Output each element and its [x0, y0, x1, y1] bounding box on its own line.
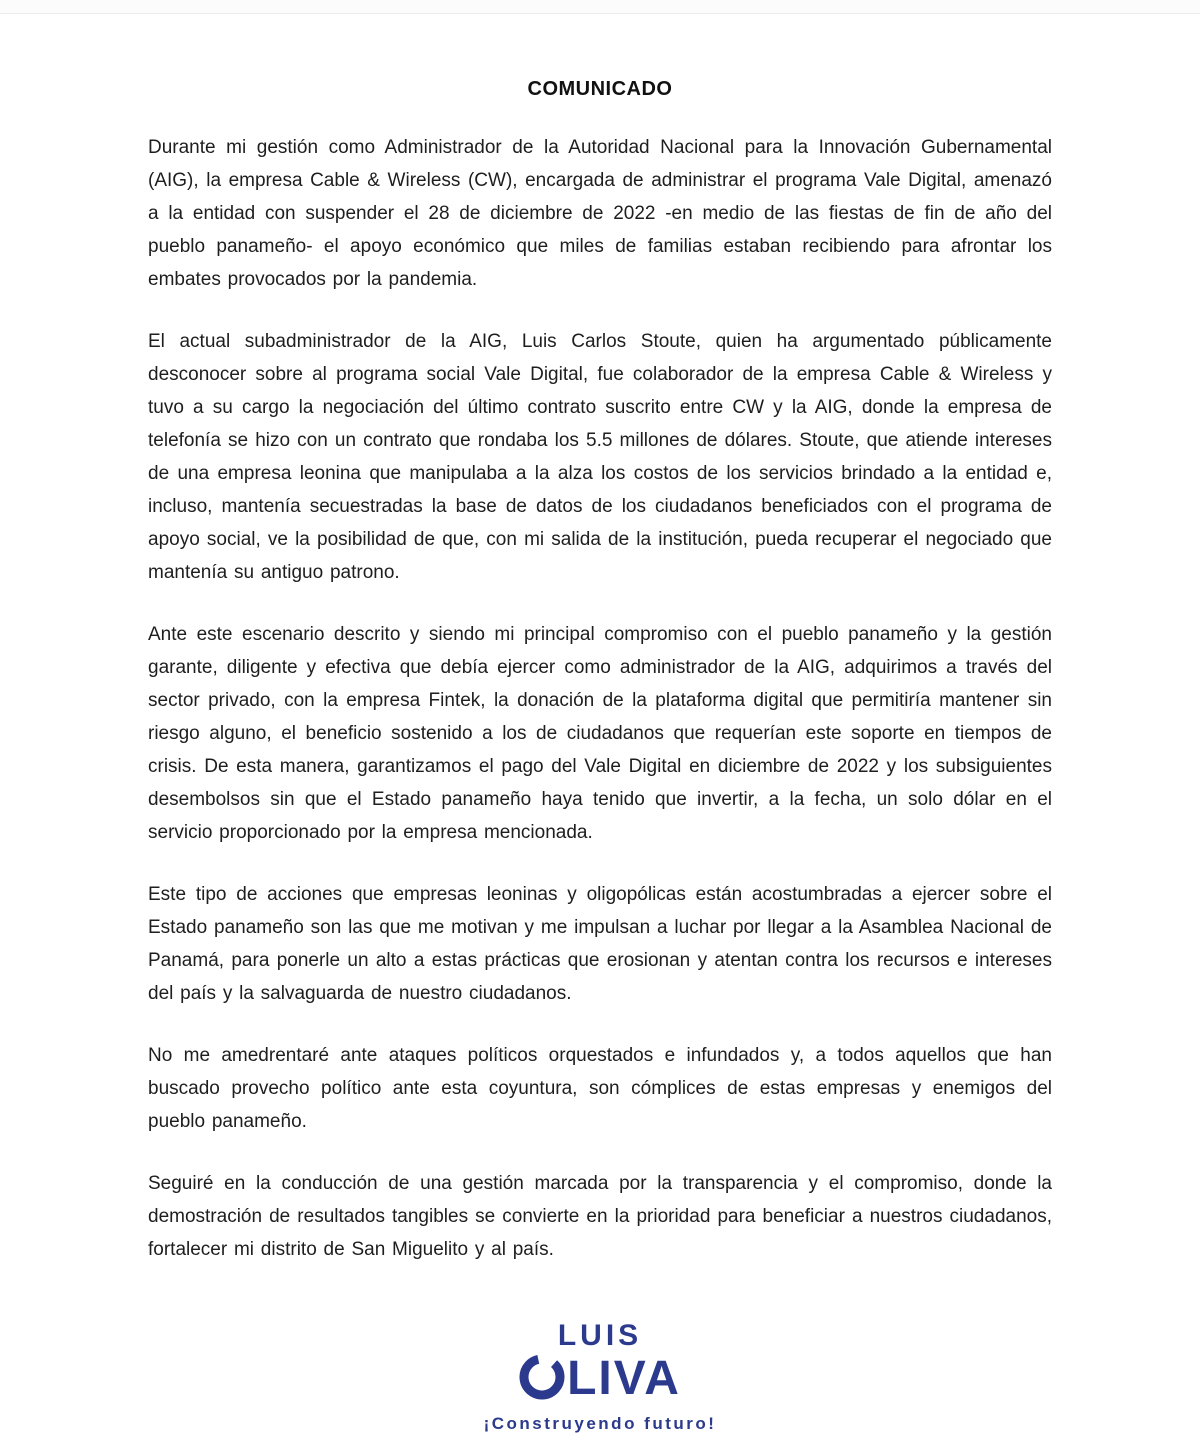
luis-oliva-logo — [148, 1319, 1052, 1434]
logo-o-ring-icon — [519, 1354, 565, 1408]
paragraph-1: Durante mi gestión como Administrador de la Autoridad Nacional para la Innovación Gubernamental (AIG), la empresa Cable & Wireless (CW), encargada de administrar el programa Vale Digital, amenazó a la entidad con suspender el 28 de diciembre de 2022 -en medio de las fiestas de fin de año del pueblo panameño- el apoyo económico que miles de familias estaban recibiendo para afrontar los embates provocados por la pandemia. — [148, 137, 1052, 290]
top-border-band — [0, 0, 1200, 14]
paragraph-5: No me amedrentaré ante ataques políticos orquestados e infundados y, a todos aquellos que han buscado provecho político ante esta coyuntura, son cómplices de estas empresas y enemigos del pueblo panameño. — [148, 1045, 1052, 1132]
communique-document — [0, 78, 1200, 1434]
logo-text-oliva — [148, 1352, 1052, 1406]
logo-text-liva: LIVA — [567, 1352, 681, 1405]
logo-tagline: ¡Construyendo futuro! — [483, 1414, 717, 1433]
document-title: COMUNICADO — [527, 78, 673, 100]
paragraph-3: Ante este escenario descrito y siendo mi principal compromiso con el pueblo panameño y la gestión garante, diligente y efectiva que debía ejercer como administrador de la AIG, adquirimos a través del sector privado, con la empresa Fintek, la donación de la plataforma digital que permitiría mantener sin riesgo alguno, el beneficio sostenido a los de ciudadanos que requerían este soporte en tiempos de crisis. De esta manera, garantizamos el pago del Vale Digital en diciembre de 2022 y los subsiguientes desembolsos sin que el Estado panameño haya tenido que invertir, a la fecha, un solo dólar en el servicio proporcionado por la empresa mencionada. — [148, 624, 1052, 843]
logo-text-luis: LUIS — [557, 1319, 643, 1352]
paragraph-6: Seguiré en la conducción de una gestión marcada por la transparencia y el compromiso, donde la demostración de resultados tangibles se convierte en la prioridad para beneficiar a nuestros ciudadanos, fortalecer mi distrito de San Miguelito y al país. — [148, 1173, 1052, 1260]
paragraph-4: Este tipo de acciones que empresas leoninas y oligopólicas están acostumbradas a ejercer sobre el Estado panameño son las que me motivan y me impulsan a luchar por llegar a la Asamblea Nacional de Panamá, para ponerle un alto a estas prácticas que erosionan y atentan contra los recursos e intereses del país y la salvaguarda de nuestro ciudadanos. — [148, 884, 1052, 1004]
paragraph-2: El actual subadministrador de la AIG, Luis Carlos Stoute, quien ha argumentado públicamente desconocer sobre al programa social Vale Digital, fue colaborador de la empresa Cable & Wireless y tuvo a su cargo la negociación del último contrato suscrito entre CW y la AIG, donde la empresa de telefonía se hizo con un contrato que rondaba los 5.5 millones de dólares. Stoute, que atiende intereses de una empresa leonina que manipulaba a la alza los costos de los servicios brindado a la entidad e, incluso, mantenía secuestradas la base de datos de los ciudadanos beneficiados con el programa de apoyo social, ve la posibilidad de que, con mi salida de la institución, pueda recuperar el negociado que mantenía su antiguo patrono. — [148, 331, 1052, 583]
